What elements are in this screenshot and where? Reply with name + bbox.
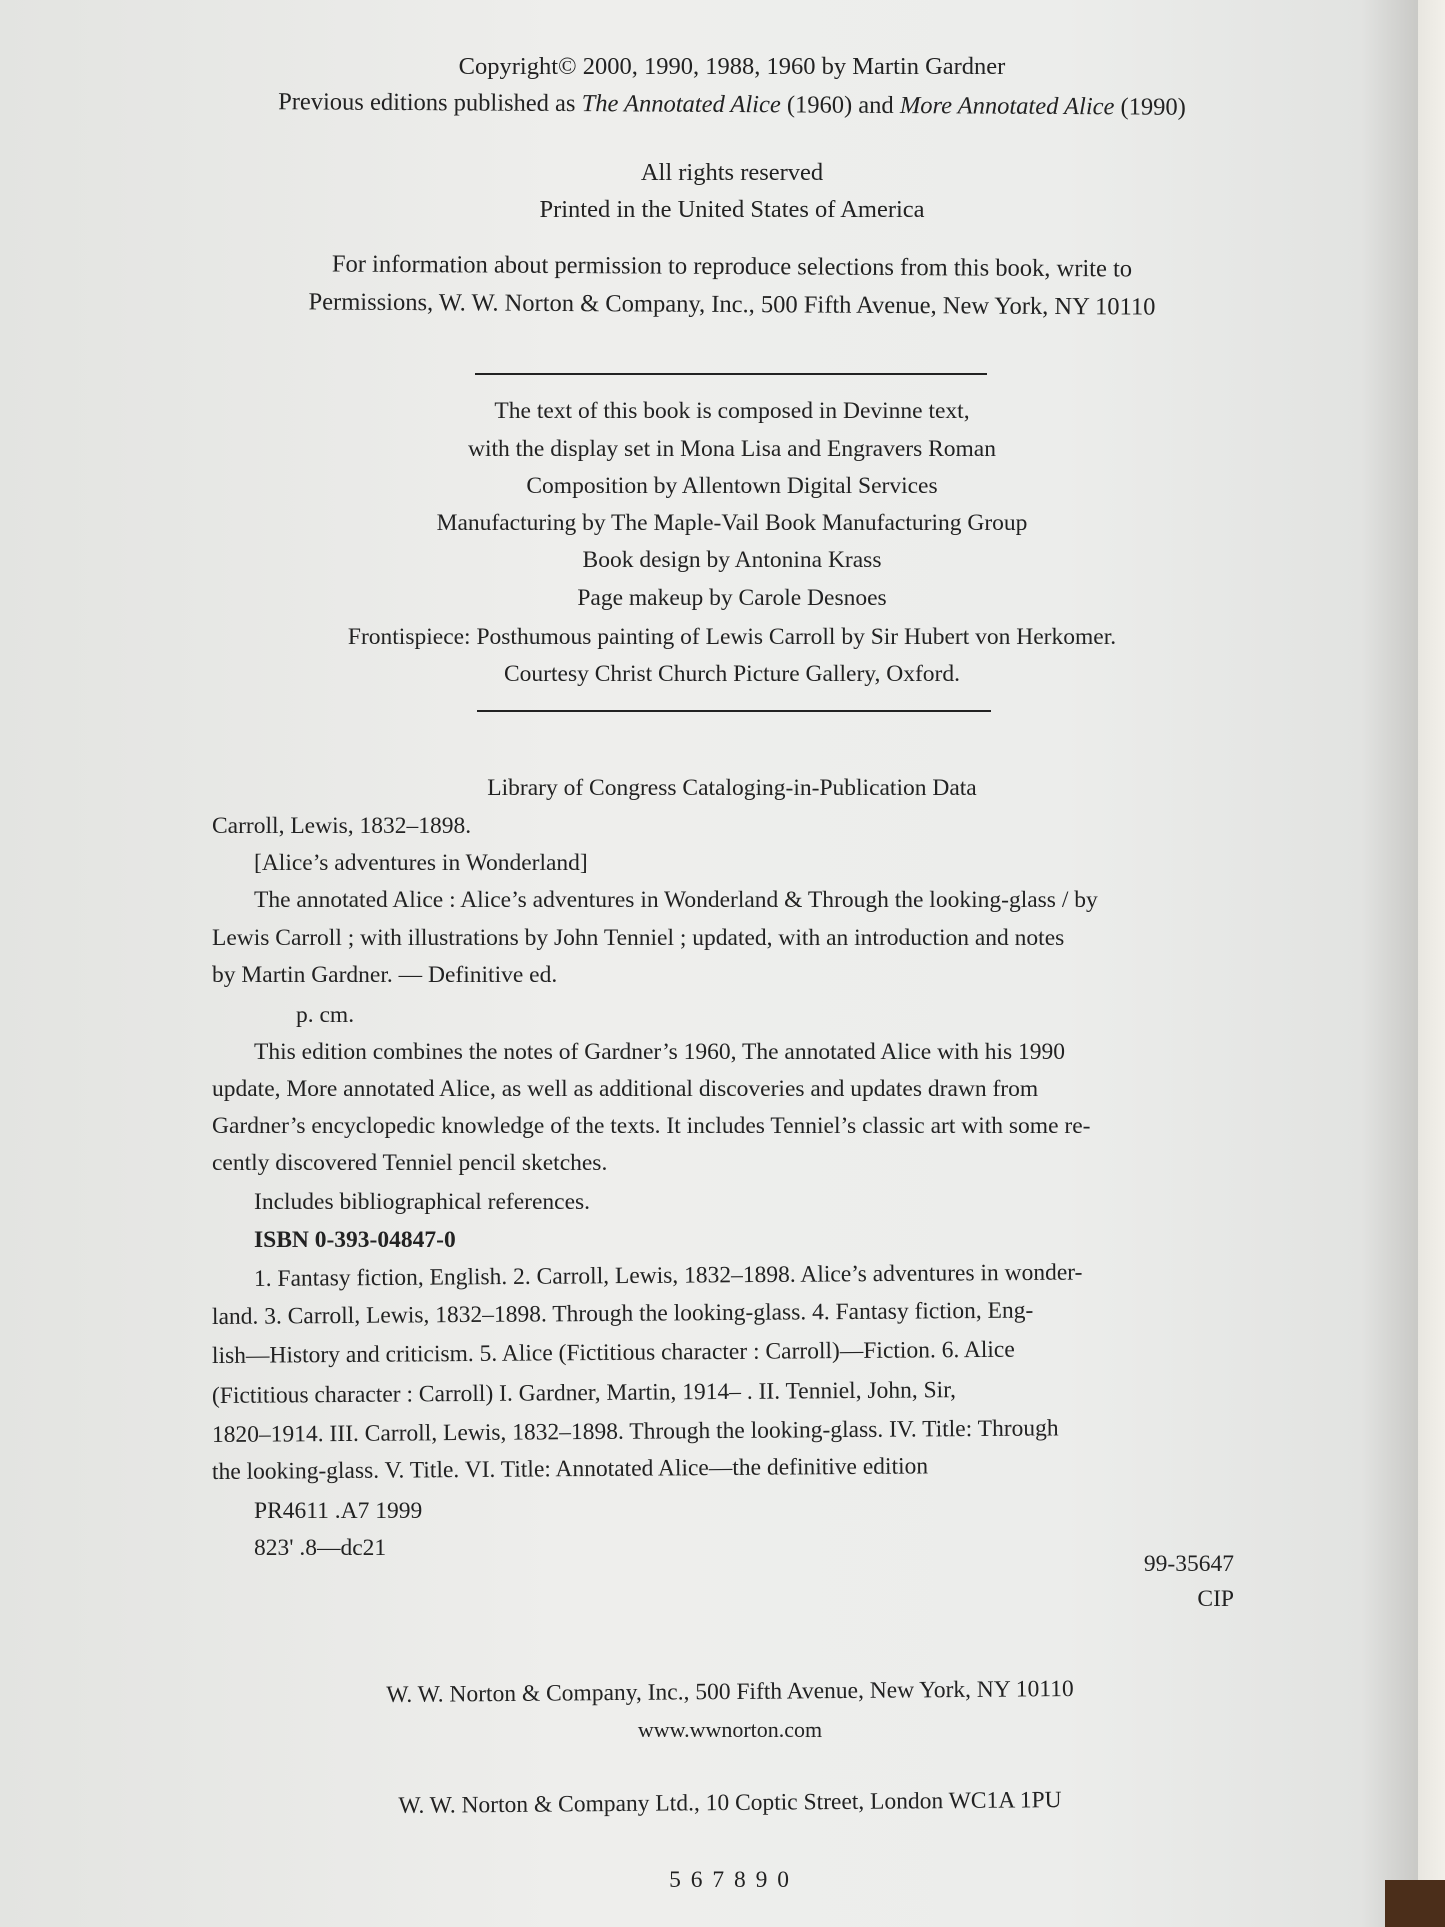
production-line: Manufacturing by The Maple-Vail Book Manufacturing Group [436,510,1028,536]
production-line: Courtesy Christ Church Picture Gallery, Oxford. [504,661,960,687]
cip-lc-class: PR4611 .A7 1999 [254,1498,423,1524]
table-surface [1385,1880,1445,1927]
production-line: The text of this book is composed in Devinne text, [494,398,970,424]
cip-title-line: Lewis Carroll ; with illustrations by John Tenniel ; updated, with an introduction and notes [212,925,1065,951]
previous-editions-line: Previous editions published as The Annotated Alice (1960) and More Annotated Alice (1990) [278,88,1186,121]
cip-uniform-title: [Alice’s adventures in Wonderland] [254,850,588,876]
production-line: Book design by Antonina Krass [582,547,882,573]
cip-subject-line: (Fictitious character : Carroll) I. Gardner, Martin, 1914– . II. Tenniel, John, Sir, [211,1377,957,1409]
cip-heading: Library of Congress Cataloging-in-Publication Data [487,775,977,801]
cip-dewey: 823' .8—dc21 [254,1535,387,1561]
cip-lccn: 99-35647 [1143,1551,1234,1577]
cip-subject-line: lish—History and criticism. 5. Alice (Fictitious character : Carroll)—Fiction. 6. Alice [211,1336,1015,1369]
previous-title-1: The Annotated Alice [581,90,781,119]
permission-line-1: For information about permission to reproduce selections from this book, write to [331,250,1133,283]
cip-subject-line: the looking-glass. V. Title. VI. Title: Annotated Alice—the definitive edition [211,1453,929,1485]
adjacent-page-edge [1418,0,1445,1880]
cip-note-line: update, More annotated Alice, as well as additional discoveries and updates drawn from [212,1076,1039,1102]
divider-top [475,373,987,375]
cip-title-line: The annotated Alice : Alice’s adventures in Wonderland & Through the looking-glass / by [254,887,1098,913]
previous-title-2: More Annotated Alice [899,92,1115,121]
publisher-us-address: W. W. Norton & Company, Inc., 500 Fifth Avenue, New York, NY 10110 [386,1676,1074,1708]
production-line: with the display set in Mona Lisa and Engravers Roman [468,436,996,462]
cip-note-line: Gardner’s encyclopedic knowledge of the texts. It includes Tenniel’s classic art with some re- [212,1113,1091,1139]
printing-number-line: 5 6 7 8 9 0 [669,1867,791,1893]
cip-note-line: cently discovered Tenniel pencil sketches. [212,1150,608,1176]
cip-subject-line: 1820–1914. III. Carroll, Lewis, 1832–1898. Through the looking-glass. IV. Title: Through [211,1415,1059,1448]
printed-line: Printed in the United States of America [539,196,925,223]
cip-biblio: Includes bibliographical references. [254,1189,591,1215]
copyright-line: Copyright© 2000, 1990, 1988, 1960 by Martin Gardner [458,53,1006,80]
divider-bottom [477,710,991,712]
cip-physical: p. cm. [296,1002,355,1028]
permission-line-2: Permissions, W. W. Norton & Company, Inc., 500 Fifth Avenue, New York, NY 10110 [308,288,1156,321]
publisher-uk-address: W. W. Norton & Company Ltd., 10 Coptic Street, London WC1A 1PU [398,1787,1062,1819]
cip-subject-line: land. 3. Carroll, Lewis, 1832–1898. Through the looking-glass. 4. Fantasy fiction, Eng- [211,1297,1034,1330]
production-line: Frontispiece: Posthumous painting of Lewis Carroll by Sir Hubert von Herkomer. [347,624,1117,650]
cip-title-line: by Martin Gardner. — Definitive ed. [212,962,558,988]
production-line: Composition by Allentown Digital Services [526,473,938,499]
cip-subject-line: 1. Fantasy fiction, English. 2. Carroll, Lewis, 1832–1898. Alice’s adventures in wonder- [253,1259,1083,1292]
cip-isbn: ISBN 0-393-04847-0 [254,1227,456,1253]
rights-line: All rights reserved [640,159,824,186]
production-line: Page makeup by Carole Desnoes [577,585,887,611]
cip-note-line: This edition combines the notes of Gardner’s 1960, The annotated Alice with his 1990 [254,1039,1066,1065]
publisher-website: www.wwnorton.com [637,1717,823,1742]
cip-label: CIP [1197,1586,1234,1612]
cip-author: Carroll, Lewis, 1832–1898. [212,813,472,839]
